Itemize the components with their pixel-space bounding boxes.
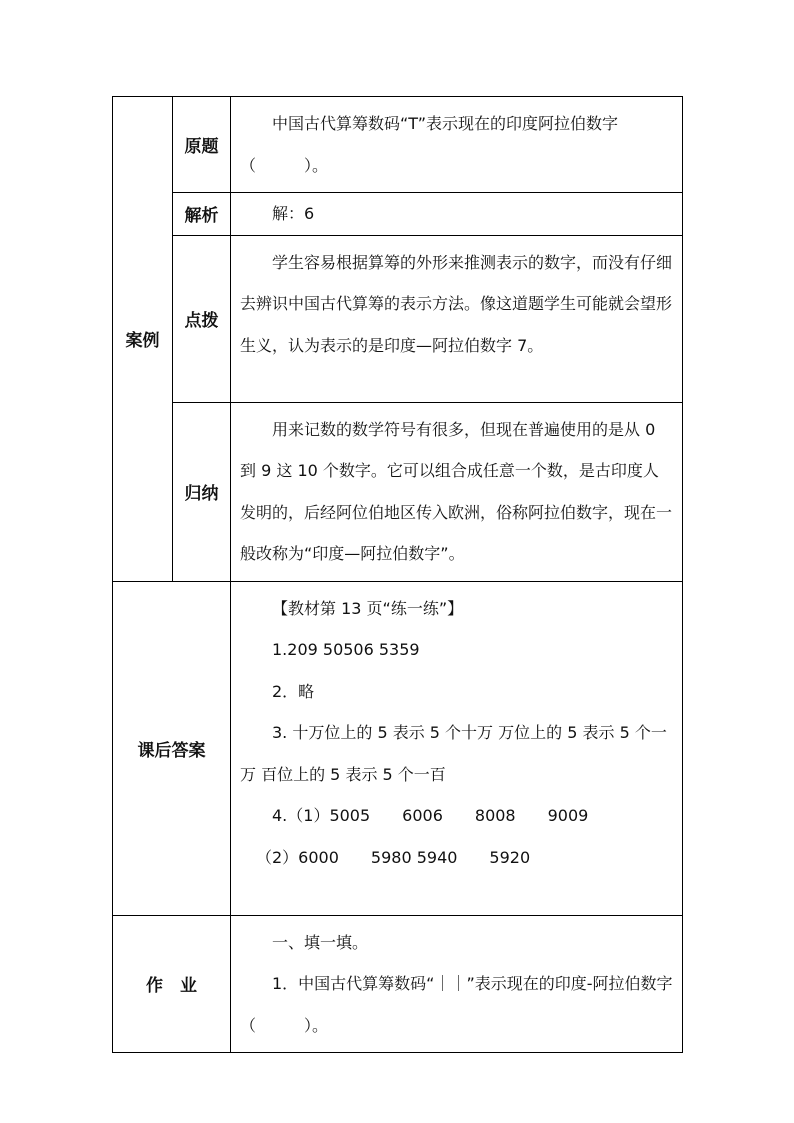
analysis-text: [231, 193, 683, 236]
row-hint: [113, 235, 683, 402]
answers-line: 1.209 50506 5359: [272, 640, 420, 659]
homework-text: [231, 915, 683, 1053]
lesson-table: [112, 96, 683, 1053]
answers-label: 课后答案: [113, 581, 231, 915]
row-summary: [113, 402, 683, 581]
case-section-label: 案例: [113, 97, 173, 582]
answers-line: 【教材第 13 页“练一练”】: [272, 598, 464, 618]
answers-line: 2．略: [272, 681, 315, 701]
answers-line: （2）6000 5980 5940 5920: [256, 847, 531, 867]
answers-text: [231, 581, 683, 915]
homework-line: 一、填一填。: [272, 932, 369, 952]
row-original-question: [113, 97, 683, 193]
hint-text: [231, 235, 683, 402]
answers-line: 4.（1）5005 6006 8008 9009: [272, 806, 589, 825]
original-question-text: [231, 97, 683, 193]
hint-line: 学生容易根据算筹的外形来推测表示的数字，而没有仔细去辨识中国古代算筹的表示方法。像这道题学生可能就会望形生义，认为表示的是印度—阿拉伯数字 7。: [240, 252, 673, 355]
summary-line: 用来记数的数学符号有很多，但现在普遍使用的是从 0 到 9 这 10 个数字。它可以组合成任意一个数，是古印度人发明的，后经阿位伯地区传入欧洲，俗称阿拉伯数字，现在一般改称为“印度—阿拉伯数字”。: [240, 419, 673, 563]
summary-text: [231, 402, 683, 581]
row-homework: [113, 915, 683, 1053]
answers-line: 3. 十万位上的 5 表示 5 个十万 万位上的 5 表示 5 个一万 百位上的 5 表示 5 个一百: [240, 723, 667, 784]
analysis-label: 解析: [173, 193, 231, 236]
homework-line: 1．中国古代算筹数码“｜｜”表示现在的印度-阿拉伯数字（ ）。: [240, 974, 673, 1035]
original-question-label: 原题: [173, 97, 231, 193]
original-question-line: 中国古代算筹数码“T”表示现在的印度阿拉伯数字（ ）。: [240, 114, 619, 175]
summary-label: 归纳: [173, 402, 231, 581]
row-answers: [113, 581, 683, 915]
homework-label: 作 业: [113, 915, 231, 1053]
analysis-line: 解：6: [272, 204, 315, 223]
row-analysis: [113, 193, 683, 236]
hint-label: 点拨: [173, 235, 231, 402]
